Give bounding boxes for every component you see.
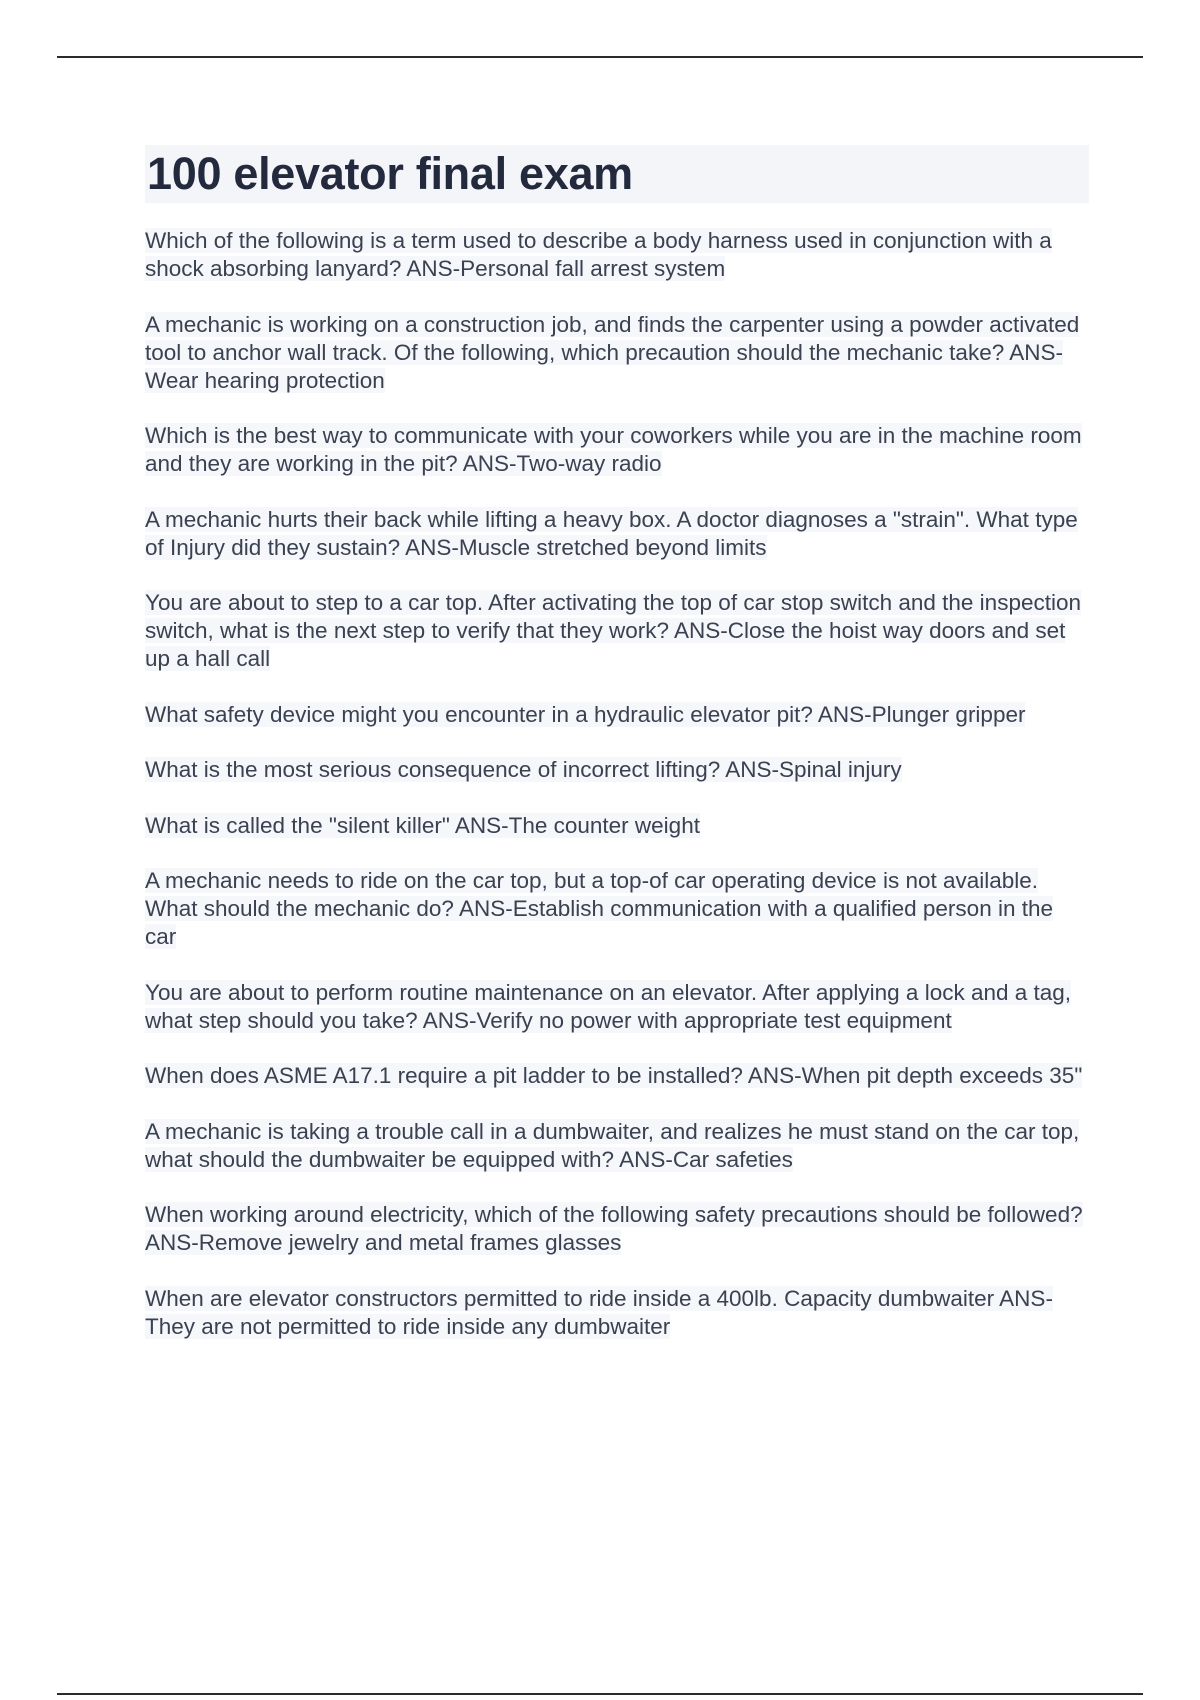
question-item [145,1118,1089,1174]
question-text: You are about to step to a car top. After activating the top of car stop switch and the inspection switch, what is the next step to verify that they work? ANS-Close the hoist way doors and set up a hall call [145,590,1082,671]
question-list [145,227,1089,1341]
question-item [145,812,1089,840]
question-text: When does ASME A17.1 require a pit ladder to be installed? ANS-When pit depth exceeds 35" [145,1063,1083,1088]
question-text: A mechanic needs to ride on the car top, but a top-of car operating device is not available. What should the mechanic do? ANS-Establish communication with a qualified person in the car [145,868,1053,949]
question-text: What is called the "silent killer" ANS-The counter weight [145,812,700,838]
question-item [145,506,1089,562]
question-text: When are elevator constructors permitted to ride inside a 400lb. Capacity dumbwaiter ANS-They are not permitted to ride inside any dumbwaiter [145,1285,1053,1339]
document-body [145,145,1089,1368]
page-title: 100 elevator final exam [147,148,633,199]
title-banner [145,145,1089,203]
bottom-divider [57,1693,1143,1695]
question-text: A mechanic is taking a trouble call in a dumbwaiter, and realizes he must stand on the car top, what should the dumbwaiter be equipped with? ANS-Car safeties [145,1118,1080,1172]
question-text: A mechanic hurts their back while lifting a heavy box. A doctor diagnoses a "strain". What type of Injury did they sustain? ANS-Muscle stretched beyond limits [145,506,1078,560]
question-item [145,979,1089,1035]
question-text: Which of the following is a term used to describe a body harness used in conjunction with a shock absorbing lanyard? ANS-Personal fall arrest system [145,228,1052,281]
question-item [145,867,1089,951]
question-item [145,227,1089,283]
question-item [145,1201,1089,1257]
question-text: A mechanic is working on a construction job, and finds the carpenter using a powder activated tool to anchor wall track. Of the following, which precaution should the mechanic take? ANS-Wear hearing protection [145,311,1080,393]
question-text: Which is the best way to communicate with your coworkers while you are in the machine room and they are working in the pit? ANS-Two-way radio [145,423,1082,476]
question-item [145,1062,1089,1090]
question-text: You are about to perform routine maintenance on an elevator. After applying a lock and a tag, what step should you take? ANS-Verify no power with appropriate test equipment [145,979,1072,1033]
question-item [145,422,1089,478]
question-item [145,589,1089,673]
top-divider [57,56,1143,58]
question-text: When working around electricity, which of the following safety precautions should be followed? ANS-Remove jewelry and metal frames glasses [145,1202,1083,1255]
question-item [145,1285,1089,1341]
question-item [145,756,1089,784]
question-text: What is the most serious consequence of incorrect lifting? ANS-Spinal injury [145,757,902,782]
question-item [145,311,1089,395]
question-text: What safety device might you encounter in a hydraulic elevator pit? ANS-Plunger gripper [145,701,1026,727]
question-item [145,701,1089,729]
